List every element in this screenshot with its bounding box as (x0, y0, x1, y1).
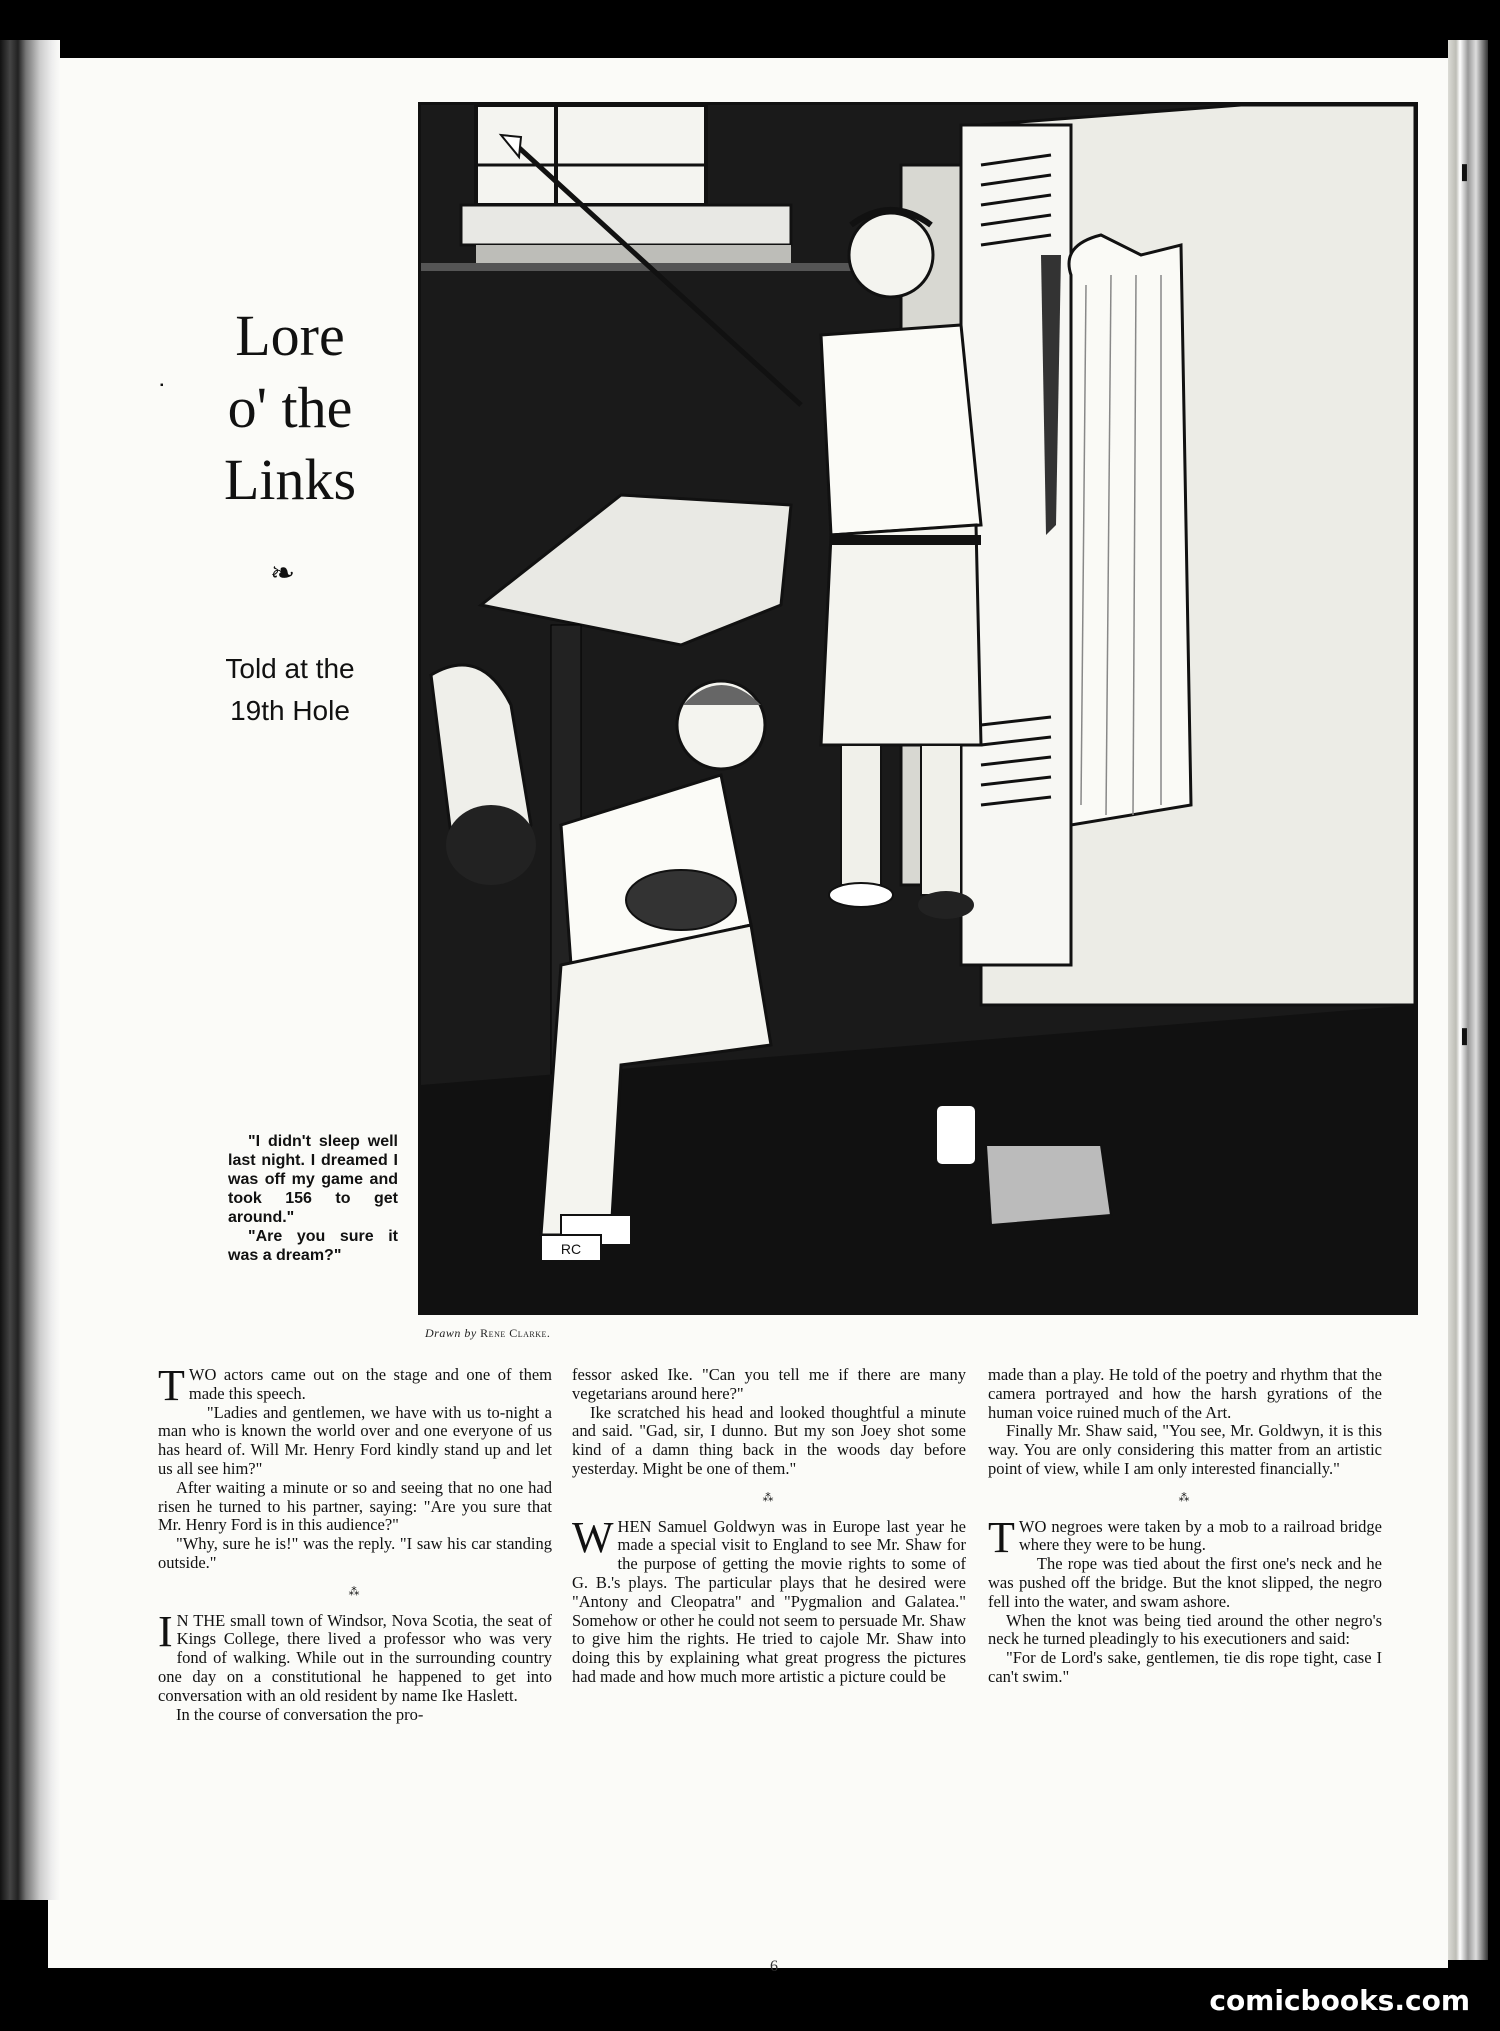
page-edge (1448, 40, 1488, 1960)
story-paragraph: The rope was tied about the first one's neck and he was pushed off the bridge. But the knot slipped, the negro fell into the water, and swam ashore. (988, 1554, 1382, 1611)
section-separator: ⁂ (348, 1585, 362, 1598)
story-paragraph: TWO negroes were taken by a mob to a railroad bridge where they were to be hung. (988, 1512, 1382, 1562)
margin-mark: ▌ (1462, 1030, 1472, 1045)
story-paragraph: Ike scratched his head and looked thoughtful a minute and said. "Gad, sir, I dunno. But my son Joey shot some kind of a damn thing back in the woods day before yesterday. Might be one of them." (572, 1402, 966, 1478)
title-line: o' the (227, 375, 353, 440)
book-binding-gutter (0, 40, 60, 1900)
story-paragraph: "Why, sure he is!" was the reply. "I saw his car standing outside." (158, 1534, 552, 1572)
title-line: Lore (235, 303, 345, 368)
story-paragraph: WHEN Samuel Goldwyn was in Europe last year he made a special visit to England to see Mr. Shaw for the purpose of getting the movie rights to some of G. B.'s plays. The particular plays that he desired were "Antony and Cleopatra" and "Pygmalion and Galatea." Somehow or other he could not seem to persuade Mr. Shaw to give him the rights. He tried to cajole Mr. Shaw into doing this by explaining what great progress the pictures had made and how much more artistic a picture could be (572, 1512, 966, 1686)
page-number: 6 (770, 1958, 778, 1975)
story-paragraph: Finally Mr. Shaw said, "You see, Mr. Goldwyn, it is this way. You are only considering this matter from an artistic point of view, while I am only interested financially." (988, 1421, 1382, 1478)
artist-monogram: RC (560, 1241, 582, 1257)
story-paragraph: "For de Lord's sake, gentlemen, tie dis rope tight, case I can't swim." (988, 1648, 1382, 1686)
story-paragraph: made than a play. He told of the poetry and rhythm that the camera portrayed and how the harsh gyrations of the human voice ruined much of the Art. (988, 1365, 1382, 1422)
text-column-1 (158, 1361, 552, 1724)
drop-cap: T (988, 1512, 1015, 1562)
illustration-drawing (421, 105, 1415, 1312)
caption-line: "I didn't sleep well last night. I dreamed I was off my game and took 156 to get around." (228, 1133, 398, 1226)
title-line: Links (223, 447, 357, 512)
caption-line: "Are you sure it was a dream?" (228, 1228, 398, 1264)
story-paragraph: fessor asked Ike. "Can you tell me if there are many vegetarians around here?" (572, 1365, 966, 1403)
margin-mark: ▌ (1462, 166, 1472, 181)
article-title (170, 300, 410, 516)
text-column-3 (988, 1366, 1382, 1687)
story-paragraph: "Ladies and gentlemen, we have with us to-night a man who is known the world over and one everyone of us has heard of. Will Mr. Henry Ford kindly stand up and let us all see him?" (158, 1402, 552, 1478)
subtitle-line: Told at the (225, 653, 355, 684)
drop-cap: I (158, 1606, 173, 1656)
article-subtitle (180, 648, 400, 732)
story-paragraph: TWO actors came out on the stage and one of them made this speech. (158, 1361, 552, 1410)
section-separator: ⁂ (762, 1491, 776, 1504)
locker-room-illustration (418, 102, 1418, 1315)
story-paragraph: I N THE small town of Windsor, Nova Scotia, the seat of Kings College, there lived a professor who was very fond of walking. While out in the surrounding country one day on a constitutional he happened to get into conversation with an old resident by name Ike Haslett. (158, 1606, 552, 1705)
credit-prefix: Drawn by (425, 1326, 477, 1340)
story-paragraph: When the knot was being tied around the other negro's neck he turned pleadingly to his executioners and said: (988, 1610, 1382, 1649)
site-watermark: comicbooks.com (1209, 1984, 1470, 2017)
story-paragraph: After waiting a minute or so and seeing that no one had risen he turned to his partner, saying: "Are you sure that Mr. Henry Ford is in this audience?" (158, 1477, 552, 1535)
credit-artist: Rene Clarke. (480, 1326, 551, 1340)
leaf-ornament-icon: ❧ (270, 557, 296, 590)
text-column-2 (572, 1366, 966, 1687)
drop-cap: W (572, 1512, 614, 1562)
story-paragraph: In the course of conversation the pro- (176, 1704, 424, 1724)
illustration-caption (228, 1132, 398, 1265)
margin-speck: ▪ (160, 380, 164, 391)
section-separator: ⁂ (1178, 1491, 1192, 1504)
illustration-credit (425, 1326, 550, 1341)
subtitle-line: 19th Hole (230, 695, 350, 726)
drop-cap: T (158, 1361, 185, 1410)
